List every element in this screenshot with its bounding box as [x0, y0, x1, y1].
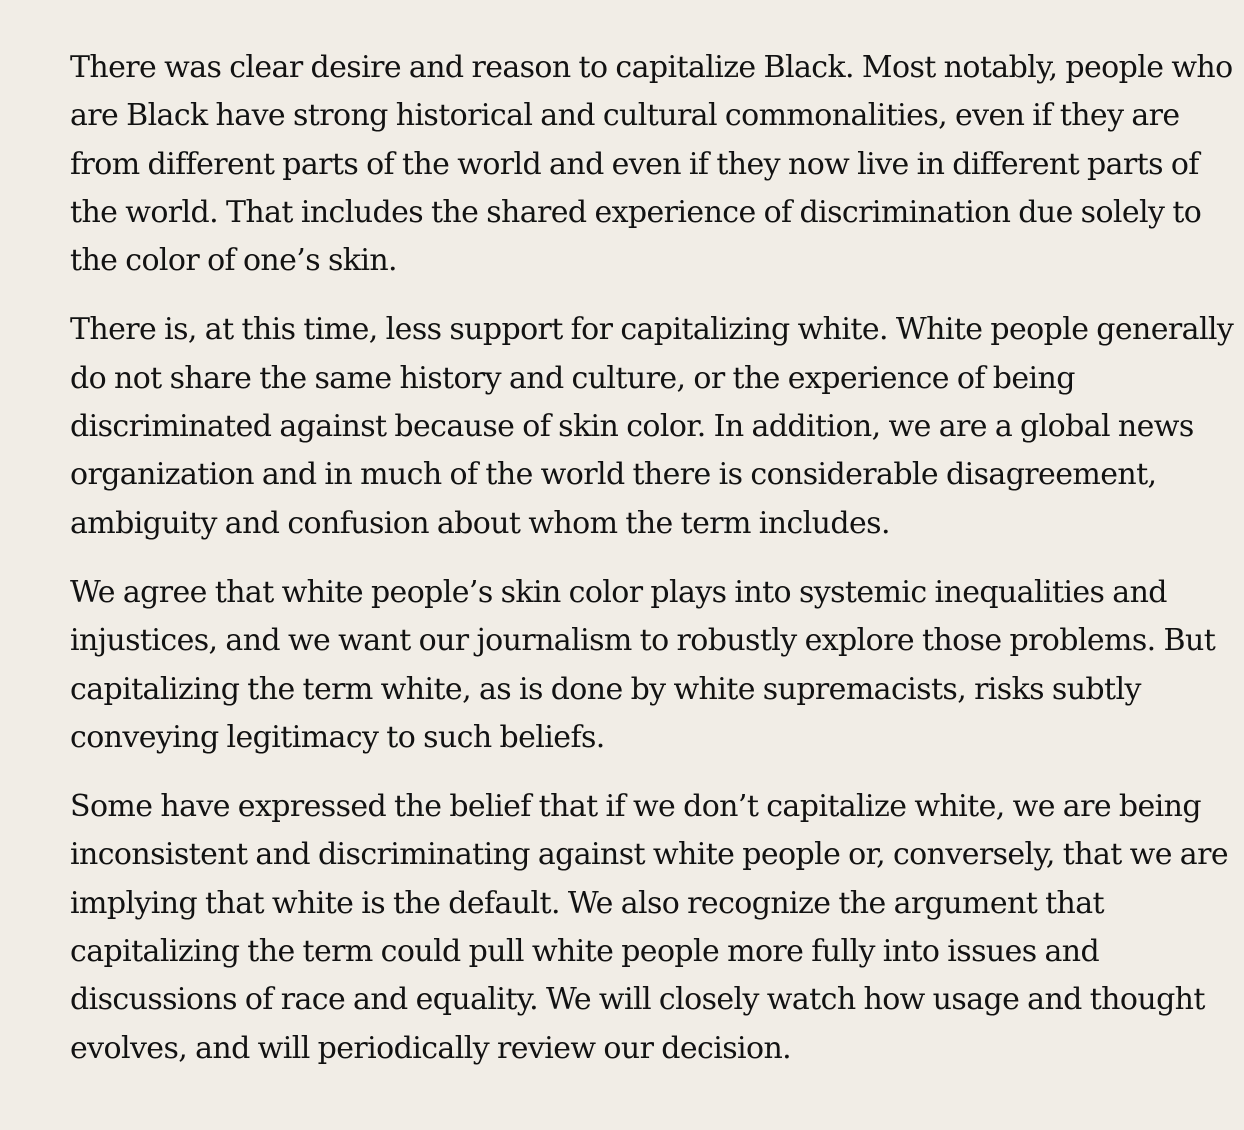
- text-line: ambiguity and confusion about whom the term includes.: [70, 505, 890, 541]
- text-line: We agree that white people’s skin color plays into systemic inequalities and: [70, 574, 1167, 610]
- text-line: the color of one’s skin.: [70, 243, 397, 279]
- text-line: discriminated against because of skin color. In addition, we are a global news: [70, 409, 1194, 445]
- paragraph-capitalizing-white: [70, 306, 1234, 547]
- text-line: evolves, and will periodically review our decision.: [70, 1030, 792, 1066]
- text-line: There was clear desire and reason to capitalize Black. Most notably, people who: [70, 50, 1233, 85]
- text-line: do not share the same history and culture, or the experience of being: [70, 360, 1075, 396]
- text-line: Some have expressed the belief that if we don’t capitalize white, we are being: [70, 789, 1201, 825]
- text-line: inconsistent and discriminating against white people or, conversely, that we are: [70, 837, 1228, 873]
- text-line: There is, at this time, less support for capitalizing white. White people generally: [70, 312, 1234, 348]
- text-line: from different parts of the world and even if they now live in different parts of: [70, 146, 1199, 182]
- paragraph-systemic-inequalities: [70, 569, 1216, 762]
- text-line: discussions of race and equality. We will closely watch how usage and thought: [70, 982, 1205, 1018]
- text-line: implying that white is the default. We also recognize the argument that: [70, 885, 1105, 921]
- article-body: [70, 44, 1234, 1094]
- text-line: capitalizing the term white, as is done by white supremacists, risks subtly: [70, 671, 1141, 707]
- text-line: injustices, and we want our journalism to robustly explore those problems. But: [70, 623, 1216, 659]
- text-line: capitalizing the term could pull white people more fully into issues and: [70, 934, 1100, 970]
- text-line: organization and in much of the world there is considerable disagreement,: [70, 457, 1157, 493]
- text-line: are Black have strong historical and cultural commonalities, even if they are: [70, 98, 1180, 134]
- text-line: conveying legitimacy to such beliefs.: [70, 719, 605, 755]
- paragraph-review-decision: [70, 783, 1228, 1073]
- text-line: the world. That includes the shared experience of discrimination due solely to: [70, 194, 1202, 230]
- paragraph-capitalize-black: [70, 44, 1233, 285]
